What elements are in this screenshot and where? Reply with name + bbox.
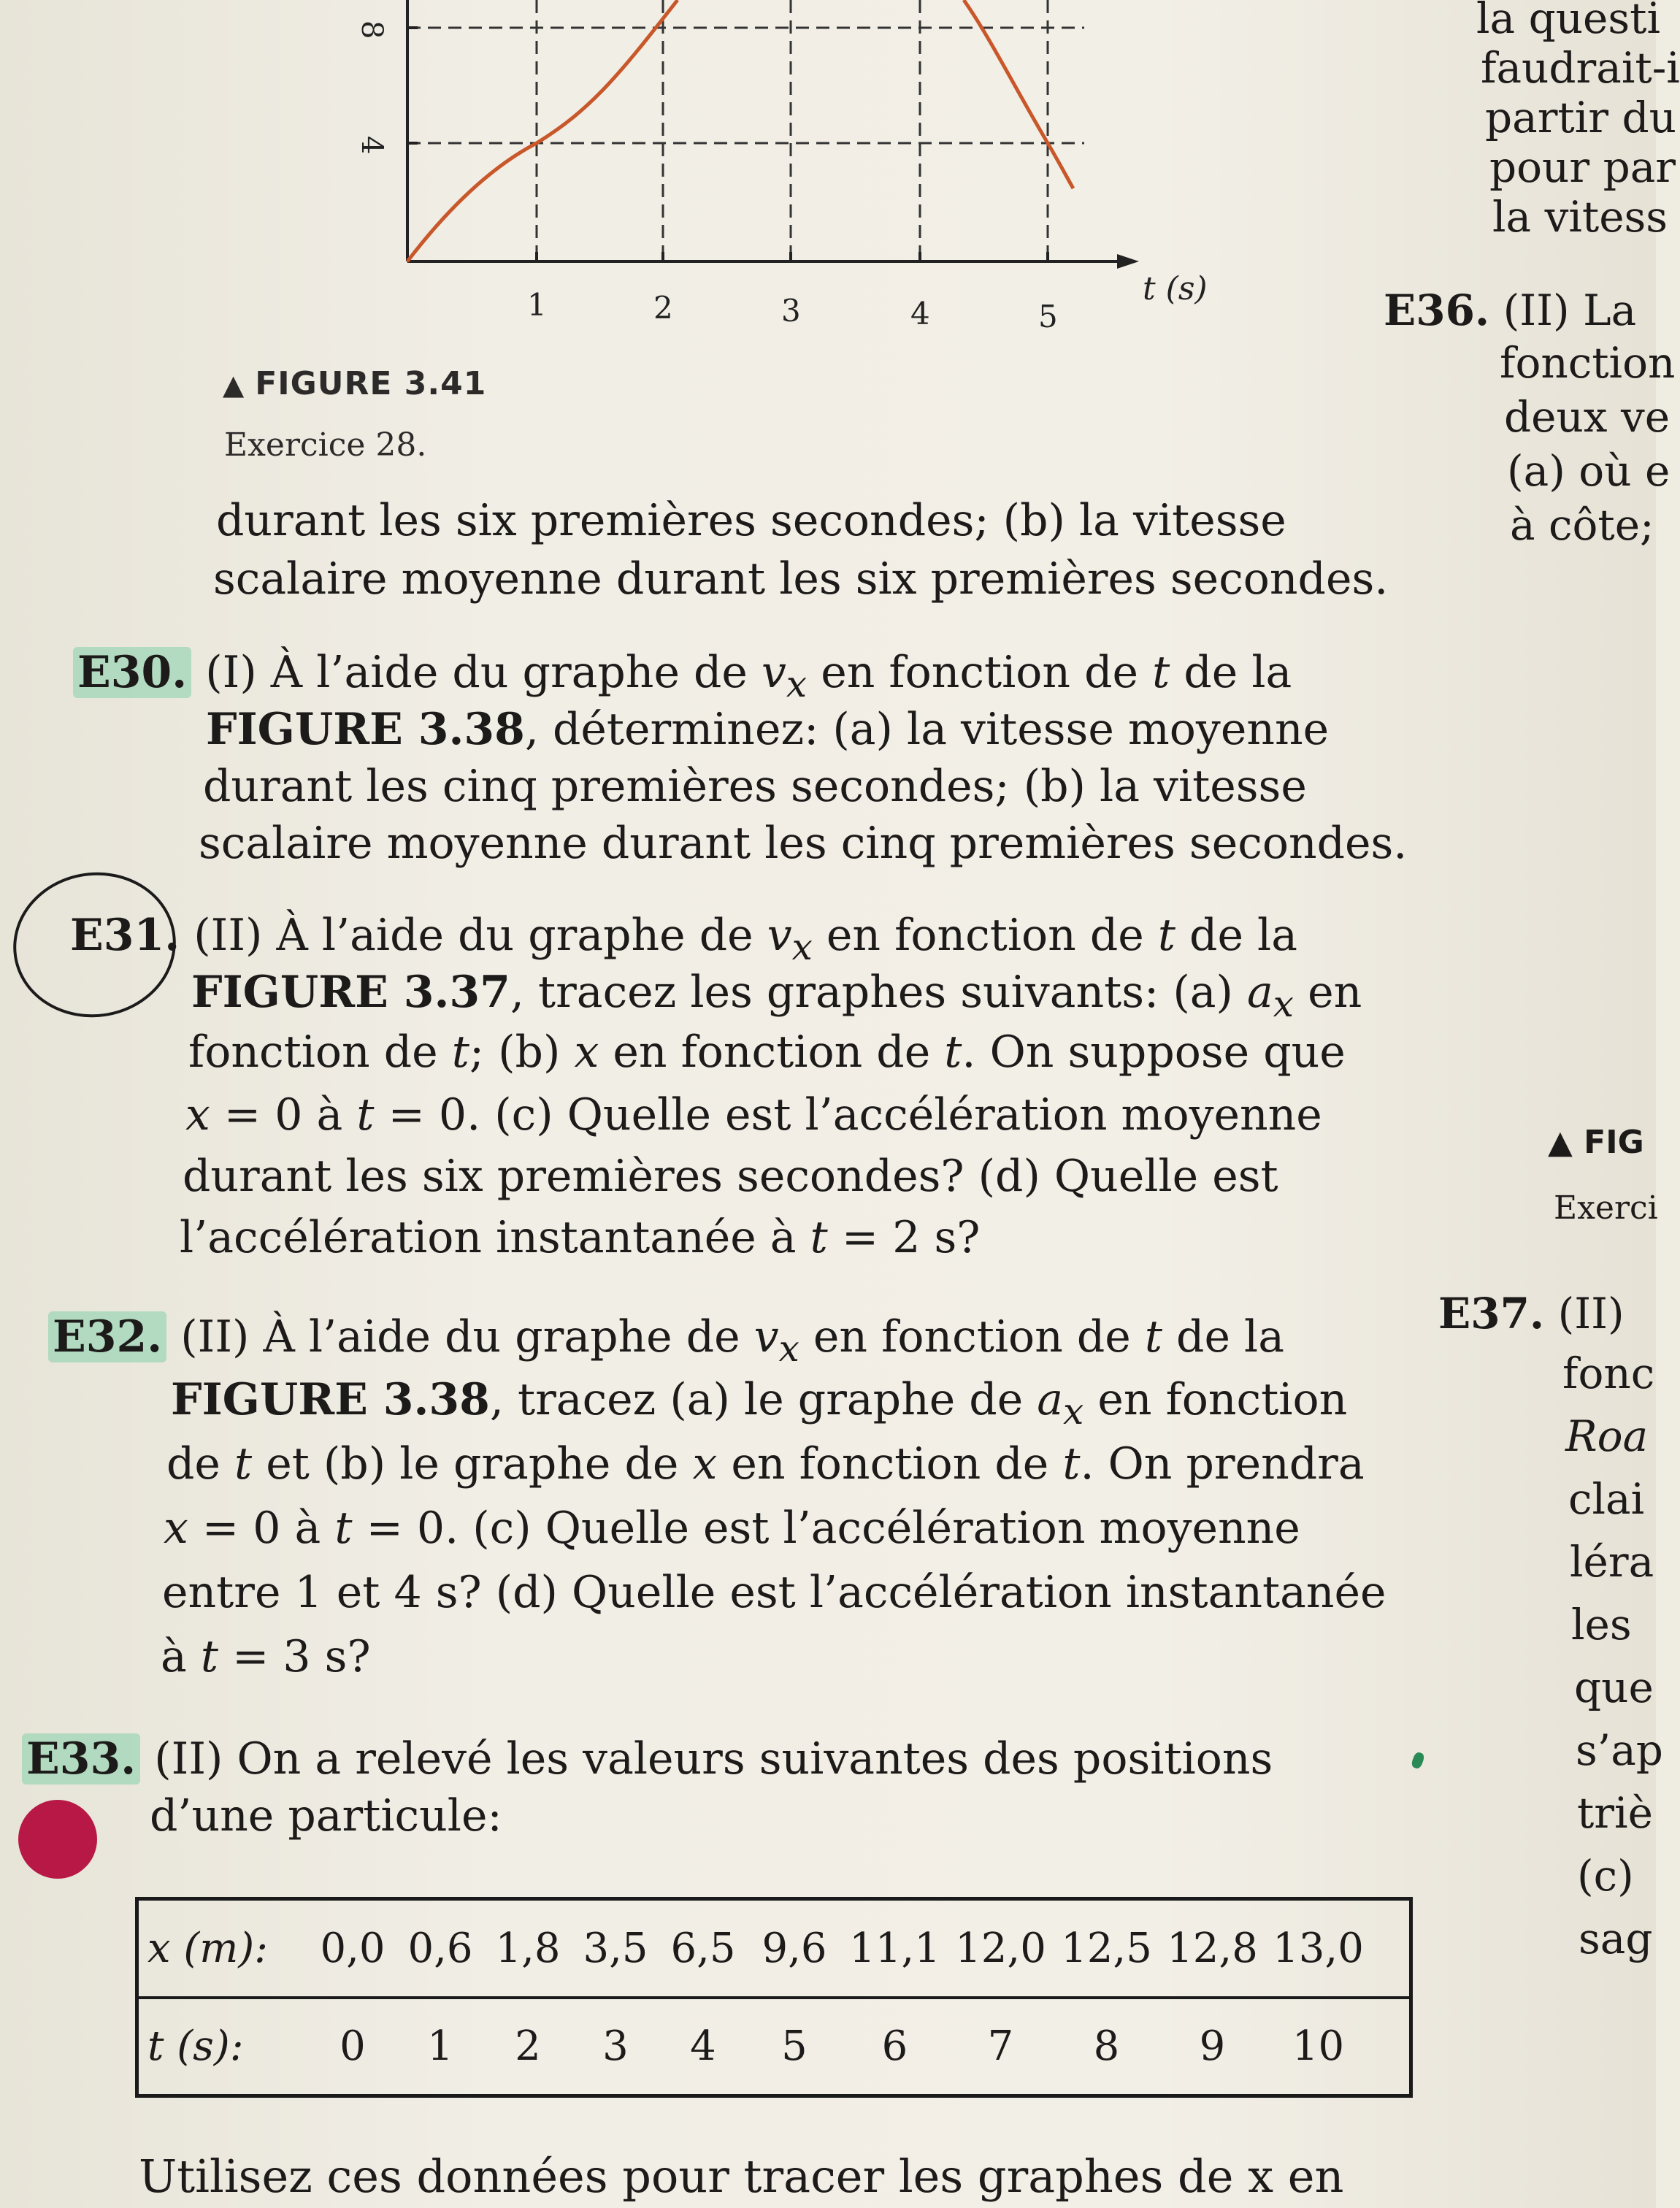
e30-line-1: E30. (I) À l’aide du graphe de $v_x$ en fonction de t de la — [73, 643, 1292, 714]
e32-line-4: x = 0 à t = 0. (c) Quelle est l’accélération moyenne — [164, 1503, 1300, 1554]
t-value-cell: 3 — [602, 2023, 629, 2071]
x-axis-label: t (s) — [1143, 270, 1208, 307]
e37-line-10: (c) — [1577, 1851, 1634, 1901]
e36-line-5: à côte; — [1510, 500, 1654, 550]
e37-line-1: E37. (II) — [1438, 1289, 1625, 1338]
figure-caption-title: ▲ FIGURE 3.41 — [223, 365, 487, 402]
x-tick-1: 1 — [527, 287, 547, 323]
e33-number: E33. — [22, 1733, 140, 1785]
right-figure-sub: Exerci — [1554, 1189, 1658, 1227]
e31-line-5: durant les six premières secondes? (d) Quelle est — [183, 1151, 1278, 1202]
x-value-cell: 12,8 — [1167, 1924, 1258, 1972]
x-value-cell: 9,6 — [762, 1924, 827, 1972]
falling-curve — [964, 0, 1073, 188]
t-value-cell: 2 — [515, 2023, 541, 2071]
e29-line-2: scalaire moyenne durant les six premières secondes. — [213, 553, 1389, 605]
x-value-cell: 13,0 — [1273, 1924, 1364, 1972]
t-value-cell: 1 — [427, 2023, 453, 2071]
e33-line-1: E33. (II) On a relevé les valeurs suivantes des positions — [22, 1729, 1273, 1789]
y-tick-8: 8 — [355, 20, 388, 39]
e31-figure-ref: FIGURE 3.37 — [191, 967, 510, 1018]
x-value-cell: 6,5 — [670, 1924, 736, 1972]
position-table — [135, 1897, 1413, 2098]
e37-line-5: léra — [1570, 1537, 1654, 1587]
e31-line-3: fonction de t; (b) x en fonction de t. On suppose que — [188, 1027, 1346, 1078]
right-top-line-1: la questi — [1476, 0, 1660, 43]
t-value-cell: 7 — [987, 2023, 1014, 2071]
t-value-cell: 6 — [881, 2023, 908, 2071]
x-tick-3: 3 — [781, 293, 801, 329]
e30-line-2: FIGURE 3.38, déterminez: (a) la vitesse moyenne — [206, 704, 1330, 755]
t-value-cell: 4 — [690, 2023, 716, 2071]
grid — [407, 0, 1084, 261]
e33-line-2: d’une particule: — [150, 1790, 502, 1841]
t-value-cell: 5 — [781, 2023, 808, 2071]
x-value-cell: 1,8 — [495, 1924, 561, 1972]
x-tick-4: 4 — [910, 296, 930, 331]
e30-figure-ref: FIGURE 3.38 — [206, 704, 525, 755]
e31-line-2: FIGURE 3.37, tracez les graphes suivants: (a) $a_x$ en — [191, 967, 1362, 1025]
t-value-cell: 8 — [1093, 2023, 1120, 2071]
e31-line-4: x = 0 à t = 0. (c) Quelle est l’accélération moyenne — [185, 1089, 1322, 1141]
right-figure-caption: ▲ FIG — [1548, 1124, 1644, 1161]
e30-number: E30. — [73, 647, 191, 698]
e31-number: E31. — [70, 910, 180, 961]
e32-line-3: de t et (b) le graphe de x en fonction de t. On prendra — [166, 1438, 1365, 1490]
ticks — [407, 28, 1048, 261]
e32-line-5: entre 1 et 4 s? (d) Quelle est l’accélération instantanée — [162, 1567, 1386, 1618]
x-tick-5: 5 — [1038, 299, 1058, 334]
x-tick-2: 2 — [653, 290, 673, 326]
x-label: x (m): — [147, 1924, 269, 1972]
e33-cut-line: Utilisez ces données pour tracer les graphes de x en — [139, 2150, 1344, 2203]
e31-line-6: l’accélération instantanée à t = 2 s? — [180, 1212, 981, 1263]
triangle-icon: ▲ — [1548, 1124, 1584, 1161]
e37-line-2: fonc — [1562, 1349, 1655, 1398]
e36-line-3: deux ve — [1504, 392, 1671, 442]
t-value-cell: 0 — [340, 2023, 366, 2071]
y-tick-4: 4 — [355, 136, 388, 155]
right-top-line-3: partir du — [1485, 93, 1676, 142]
velocity-graph — [277, 0, 1227, 365]
triangle-icon: ▲ — [223, 369, 245, 401]
e31-line-1: E31. (II) À l’aide du graphe de $v_x$ en fonction de t de la — [70, 910, 1297, 968]
e32-line-1: E32. (II) À l’aide du graphe de $v_x$ en fonction de t de la — [48, 1307, 1284, 1379]
e37-line-8: s’ap — [1576, 1725, 1663, 1775]
e36-line-4: (a) où e — [1507, 446, 1671, 496]
e37-line-11: sag — [1579, 1914, 1653, 1963]
red-dot-marker — [18, 1800, 97, 1879]
t-value-cell: 9 — [1199, 2023, 1226, 2071]
rising-curve — [407, 0, 678, 261]
e36-line-1: E36. (II) La — [1384, 285, 1637, 335]
e32-line-6: à t = 3 s? — [161, 1631, 371, 1682]
x-value-cell: 12,5 — [1061, 1924, 1152, 1972]
t-value-cell: 10 — [1292, 2023, 1345, 2071]
x-value-cell: 0,6 — [407, 1924, 473, 1972]
right-top-line-2: faudrait-i — [1481, 43, 1680, 93]
table-row — [137, 1899, 1411, 1998]
x-value-cell: 11,1 — [849, 1924, 940, 1972]
e32-number: E32. — [48, 1311, 166, 1362]
figure-caption-subtitle: Exercice 28. — [224, 426, 427, 464]
e37-line-6: les — [1571, 1600, 1632, 1649]
e36-line-2: fonction — [1500, 338, 1676, 388]
e37-line-3: Roa — [1565, 1411, 1649, 1461]
t-label: t (s): — [147, 2023, 244, 2071]
e37-line-9: triè — [1577, 1788, 1653, 1838]
x-value-cell: 12,0 — [955, 1924, 1046, 1972]
x-axis-arrow — [1117, 254, 1139, 269]
e37-line-4: clai — [1568, 1474, 1645, 1524]
x-value-cell: 0,0 — [320, 1924, 386, 1972]
green-ink-mark — [1411, 1751, 1426, 1769]
table-row — [137, 1998, 1411, 2096]
e32-figure-ref: FIGURE 3.38 — [171, 1374, 490, 1425]
e29-line-1: durant les six premières secondes; (b) la vitesse — [216, 495, 1286, 546]
x-value-cell: 3,5 — [583, 1924, 648, 1972]
e30-line-4: scalaire moyenne durant les cinq premières secondes. — [199, 818, 1408, 869]
e37-line-7: que — [1574, 1663, 1654, 1712]
e32-line-2: FIGURE 3.38, tracez (a) le graphe de $a_x$ en fonction — [171, 1374, 1348, 1433]
right-top-line-5: la vitess — [1492, 192, 1668, 242]
right-top-line-4: pour par — [1489, 142, 1676, 192]
e30-line-3: durant les cinq premières secondes; (b) la vitesse — [203, 761, 1307, 812]
